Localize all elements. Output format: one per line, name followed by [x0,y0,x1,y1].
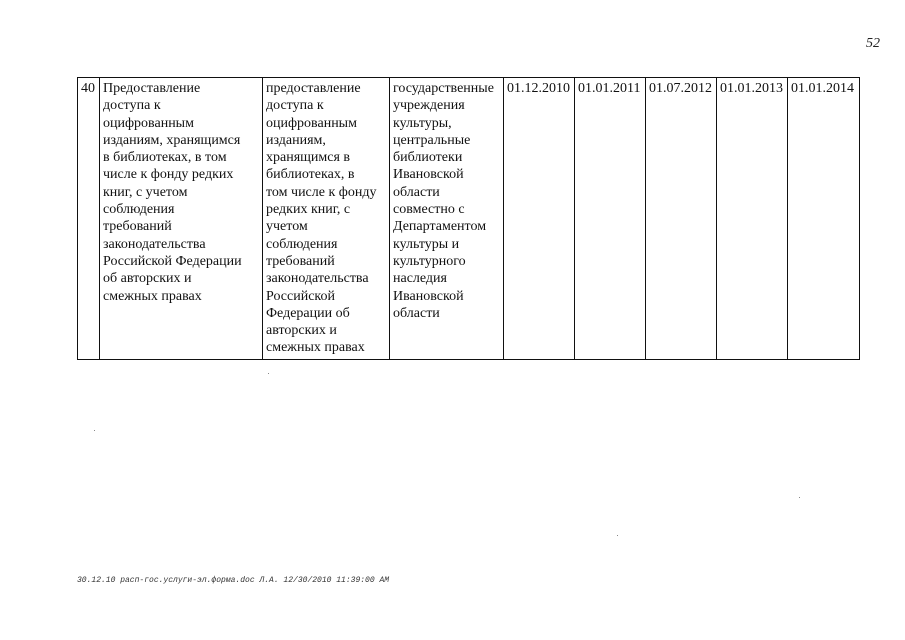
row-number: 40 [78,78,100,360]
scan-speck [268,373,269,374]
service-description-cell: предоставление доступа к оцифрованным изданиям, хранящимся в библиотеках, в том числе к фонду редких книг, с учетом соблюдения требований законодательства Российской Федерации об авторских и смежных правах [263,78,390,360]
table-row [78,78,860,360]
date-stage-1: 01.12.2010 [504,78,575,360]
page-number: 52 [866,36,880,51]
date-stage-2: 01.01.2011 [575,78,646,360]
service-name-cell: Предоставление доступа к оцифрованным изданиям, хранящимся в библиотеках, в том числе к фонду редких книг, с учетом соблюдения требований законодательства Российской Федерации об авторских и смежных правах [100,78,263,360]
footer-file-info: 30.12.10 расп-гос.услуги-эл.форма.doc Л.А. 12/30/2010 11:39:00 AM [77,576,390,585]
scan-speck [799,497,800,498]
responsible-cell: государственные учреждения культуры, центральные библиотеки Ивановской области совместно с Департаментом культуры и культурного наследия Ивановской области [390,78,504,360]
date-stage-4: 01.01.2013 [717,78,788,360]
date-stage-3: 01.07.2012 [646,78,717,360]
services-table [77,77,860,360]
scan-speck [94,430,95,431]
scan-speck [617,535,618,536]
date-stage-5: 01.01.2014 [788,78,860,360]
